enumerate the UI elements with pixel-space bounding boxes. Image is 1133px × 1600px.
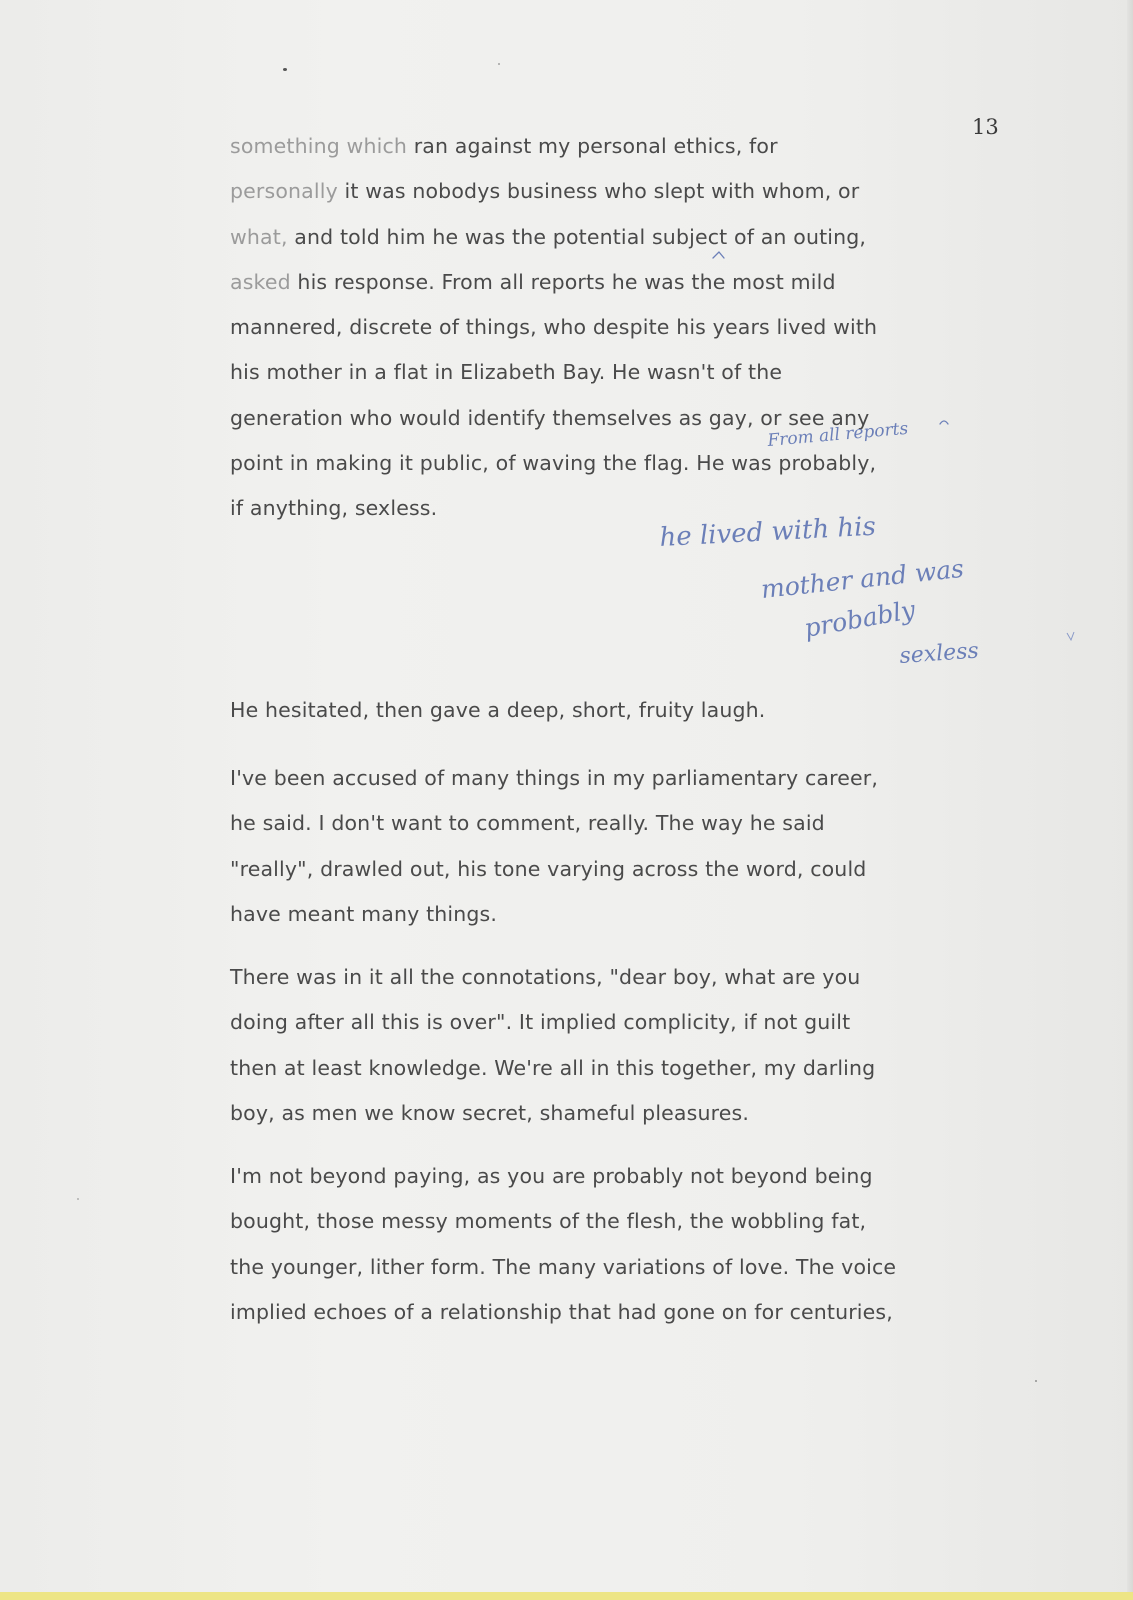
margin-note-line: sexless	[898, 638, 980, 669]
text-line: "really", drawled out, his tone varying across the word, could	[230, 856, 867, 881]
text-line: point in making it public, of waving the flag. He was probably,	[230, 451, 877, 476]
text-line: There was in it all the connotations, "dear boy, what are you	[230, 965, 861, 989]
text-line: asked his response. From all reports he was the most mild	[230, 269, 836, 294]
scan-speck	[283, 68, 287, 71]
scan-speck	[1035, 1380, 1037, 1382]
text-line: doing after all this is over". It implied complicity, if not guilt	[230, 1010, 851, 1035]
page-number: 13	[972, 115, 999, 139]
text-line: personally it was nobodys business who slept with whom, or	[230, 179, 860, 204]
page-edge	[1127, 0, 1133, 1600]
page-bottom-edge	[0, 1592, 1133, 1600]
margin-note-line: mother and was	[759, 553, 966, 604]
margin-note-line: probably	[802, 594, 918, 643]
scan-speck	[498, 63, 500, 65]
scan-speck	[77, 1198, 79, 1200]
text-line: something which ran against my personal ethics, for	[230, 134, 778, 158]
paragraph-3	[230, 756, 990, 937]
text-line: I'm not beyond paying, as you are probably not beyond being	[230, 1164, 873, 1188]
text-line: then at least knowledge. We're all in this together, my darling	[230, 1055, 876, 1080]
paragraph-4	[230, 955, 990, 1136]
paragraph-2	[230, 688, 990, 733]
text-line: mannered, discrete of things, who despite his years lived with	[230, 315, 878, 340]
tick-mark	[1067, 632, 1074, 640]
text-line: generation who would identify themselves as gay, or see any	[230, 405, 870, 430]
text-line: bought, those messy moments of the flesh, the wobbling fat,	[230, 1209, 867, 1234]
text-line: if anything, sexless.	[230, 496, 438, 521]
text-line: I've been accused of many things in my parliamentary career,	[230, 766, 878, 790]
text-line: He hesitated, then gave a deep, short, fruity laugh.	[230, 698, 766, 722]
text-line: he said. I don't want to comment, really. The way he said	[230, 811, 825, 836]
text-line: implied echoes of a relationship that had gone on for centuries,	[230, 1299, 893, 1324]
text-line: his mother in a flat in Elizabeth Bay. He wasn't of the	[230, 360, 783, 385]
margin-note-line: he lived with his	[658, 511, 877, 553]
interlinear-note: From all reports	[766, 418, 909, 451]
text-line: what, and told him he was the potential subject of an outing,	[230, 224, 867, 249]
paragraph-1	[230, 124, 990, 532]
text-line: boy, as men we know secret, shameful pleasures.	[230, 1100, 750, 1125]
text-line: have meant many things.	[230, 901, 498, 926]
paragraph-5	[230, 1154, 990, 1335]
text-line: the younger, lither form. The many variations of love. The voice	[230, 1254, 897, 1279]
